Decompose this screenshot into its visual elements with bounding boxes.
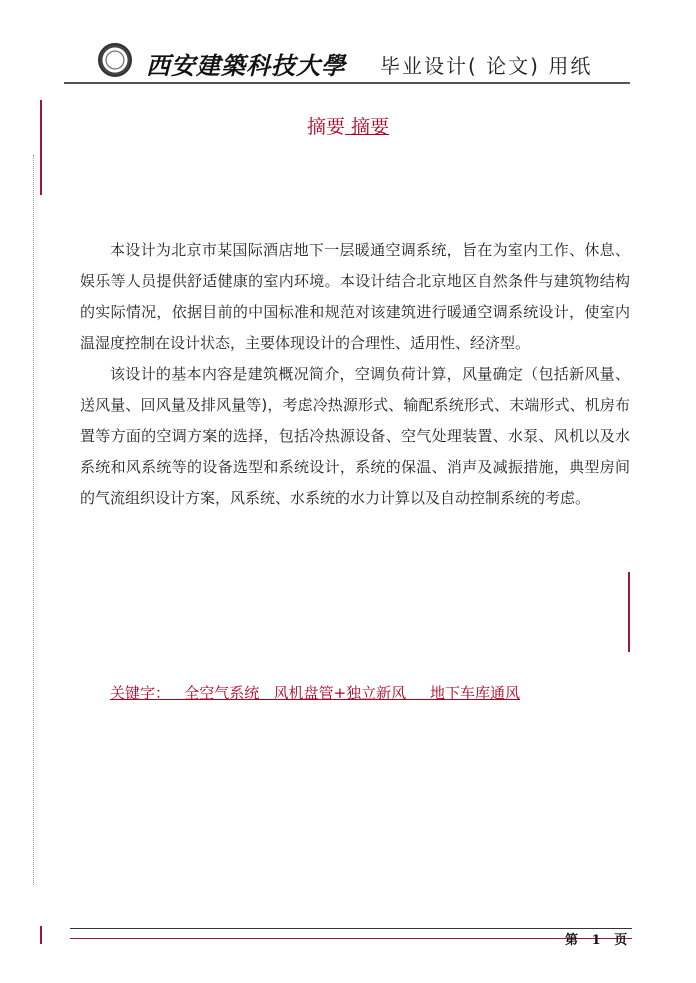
university-seal-icon [98,43,132,77]
footer-rule-red [70,938,632,939]
header-title: 毕业设计( 论文) 用纸 [380,54,593,78]
header-rule [64,82,630,84]
abstract-body [80,235,630,514]
binding-line [33,155,34,885]
page-number: 第 1 页 [565,933,628,948]
university-name: 西安建築科技大學 [146,51,346,80]
page-header [98,40,628,84]
margin-mark-bottom [40,926,42,944]
footer-rule [70,928,632,929]
keywords-line: 关键字： 全空气系统 风机盘管+独立新风 地下车库通风 [110,684,521,702]
abstract-paragraph-2: 该设计的基本内容是建筑概况简介，空调负荷计算，风量确定（包括新风量、送风量、回风量及排风量等)，考虑冷热源形式、输配系统形式、末端形式、机房布置等方面的空调方案的选择，包括冷热源设备、空气处理装置、水泵、风机以及水系统和风系统等的设备选型和系统设计，系统的保温、消声及减振措施，典型房间的气流组织设计方案，风系统、水系统的水力计算以及自动控制系统的考虑。 [80,365,630,507]
abstract-title-first: 摘要 [306,116,345,138]
abstract-paragraph-1: 本设计为北京市某国际酒店地下一层暖通空调系统，旨在为室内工作、休息、娱乐等人员提供舒适健康的室内环境。本设计结合北京地区自然条件与建筑物结构的实际情况，依据目前的中国标准和规范对该建筑进行暖通空调系统设计，使室内温湿度控制在设计状态，主要体现设计的合理性、适用性、经济型。 [80,241,630,352]
margin-mark-right [628,572,630,652]
abstract-title-second: 摘要 [344,116,390,138]
abstract-title [0,112,696,139]
